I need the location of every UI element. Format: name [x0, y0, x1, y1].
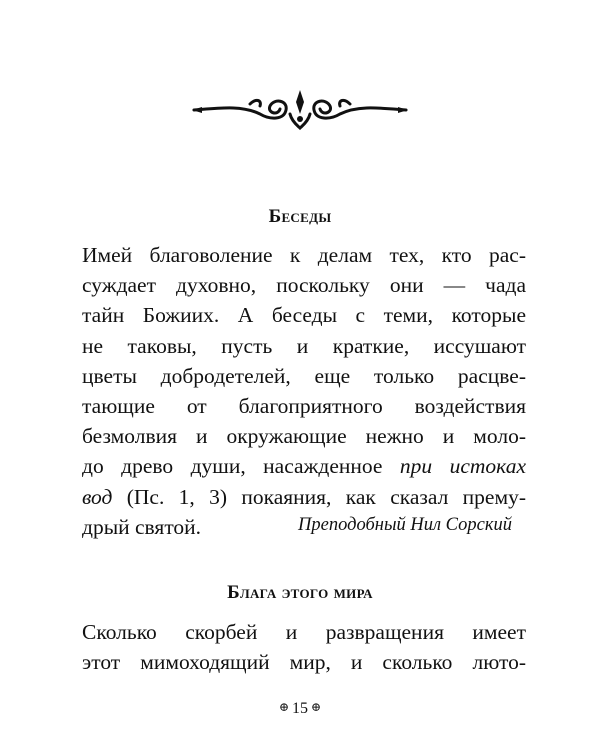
section-heading-blaga: Блага этого мира [227, 582, 373, 603]
text-line: цветы добродетелей, еще только расцве- [82, 363, 526, 388]
text-line [82, 451, 526, 481]
paragraph-blaga [82, 617, 526, 677]
text-line: дрый святой. [82, 514, 202, 539]
text-line: Имей благоволение к делам тех, кто рас- [82, 243, 526, 267]
text-segment: (Пс. 1, 3) покаяния, как сказал прему- [112, 484, 526, 509]
scripture-quote: вод [82, 484, 113, 509]
text-line: безмолвия и окружающие нежно и моло- [82, 424, 526, 449]
page-number [0, 700, 600, 718]
text-line: суждает духовно, поскольку они — чада [82, 273, 526, 298]
page-ornament-icon: ⊕ [311, 700, 322, 714]
paragraph-besedy [82, 240, 526, 542]
text-line: Сколько скорбей и развращения имеет [82, 620, 526, 644]
scripture-quote: при истоках [399, 454, 526, 479]
text-line: тающие от благоприятного воздействия [82, 394, 526, 419]
text-line: этот мимоходящий мир, и сколько люто- [82, 650, 526, 675]
page-ornament-icon: ⊕ [278, 700, 289, 714]
text-line: тайн Божиих. А беседы с теми, которые [82, 303, 526, 328]
text-line: не таковы, пусть и краткие, иссушают [82, 333, 526, 358]
author-attribution: Преподобный Нил Сорский [298, 515, 512, 535]
page-number-value: 15 [292, 700, 308, 717]
text-segment: до древо души, насажденное [82, 454, 400, 479]
decorative-flourish-icon [190, 88, 410, 132]
text-line [82, 482, 526, 512]
section-heading-besedy: Беседы [268, 206, 332, 227]
